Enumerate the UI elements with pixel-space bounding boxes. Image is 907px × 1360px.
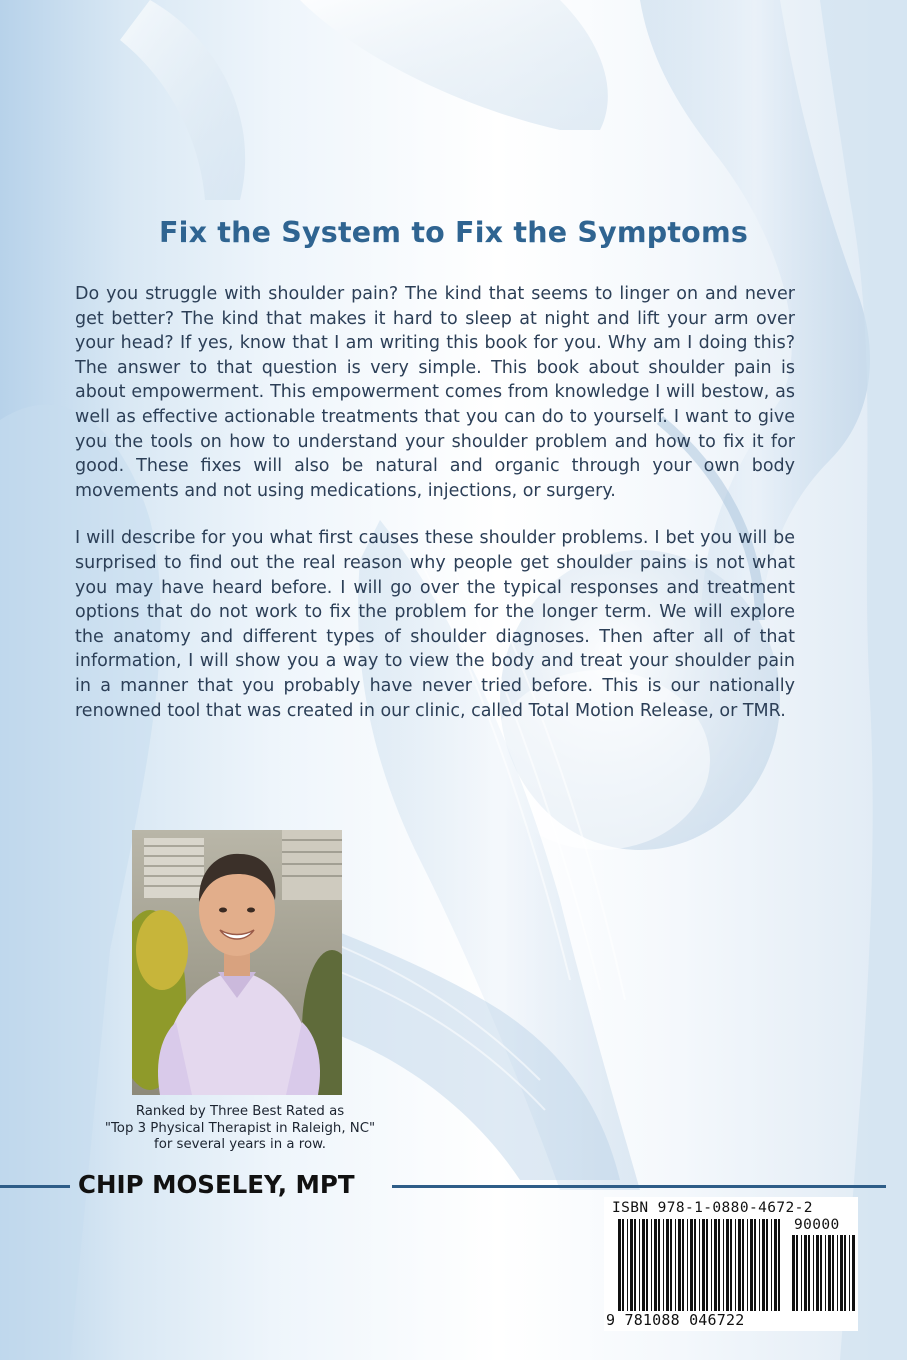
caption-line-1: Ranked by Three Best Rated as bbox=[135, 1104, 345, 1119]
barcode-bar bbox=[723, 1219, 724, 1311]
caption-line-2: "Top 3 Physical Therapist in Raleigh, NC" bbox=[104, 1120, 376, 1136]
barcode-bar bbox=[630, 1219, 633, 1311]
author-rule-right bbox=[392, 1185, 886, 1188]
barcode-bar bbox=[711, 1219, 712, 1311]
barcode-bar bbox=[832, 1235, 834, 1311]
barcode-bar bbox=[678, 1219, 681, 1311]
barcode-bar bbox=[747, 1219, 748, 1311]
blurb-paragraph-2: I will describe for you what first causes these shoulder problems. I bet you will be surprised to find out the real reason why people get shoulder pains is not what you may have heard before. I will go over the typical responses and treatment options that do not work to fix the problem for the longer term. We will explore the anatomy and different types of shoulder diagnoses. Then after all of that information, I will show you a way to view the body and treat your shoulder pain in a manner that you probably have never tried before. This is our nationally renowned tool that was created in our clinic, called Total Motion Release, or TMR. bbox=[75, 528, 795, 721]
barcode-bar bbox=[651, 1219, 652, 1311]
barcode-bar bbox=[618, 1219, 621, 1311]
barcode-bar bbox=[828, 1235, 831, 1311]
barcode-bar bbox=[801, 1235, 802, 1311]
isbn-label: ISBN 978-1-0880-4672-2 bbox=[612, 1200, 813, 1216]
barcode-bar bbox=[849, 1235, 850, 1311]
blurb-paragraph-1: Do you struggle with shoulder pain? The kind that seems to linger on and never get better? The kind that makes it hard to sleep at night and lift your arm over your head? If yes, know that I am writing this book for you. Why am I doing this? The answer to that question is very simple. This book about shoulder pain is about empowerment. This empowerment comes from knowledge I will bestow, as well as effective actionable treatments that you can do to yourself. I want to give you the tools on how to understand your shoulder problem and how to fix it for good. These fixes will also be natural and organic through your own body movements and not using medications, injections, or surgery. bbox=[75, 284, 795, 501]
barcode-bar bbox=[726, 1219, 729, 1311]
barcode-bar bbox=[706, 1219, 708, 1311]
caption-line-3: for several years in a row. bbox=[154, 1137, 326, 1153]
barcode-bar bbox=[622, 1219, 624, 1311]
barcode-bar bbox=[816, 1235, 819, 1311]
barcode-bar bbox=[627, 1219, 628, 1311]
barcode-bar bbox=[702, 1219, 705, 1311]
barcode-bar bbox=[690, 1219, 693, 1311]
author-name: CHIP MOSELEY, MPT bbox=[78, 1170, 355, 1199]
barcode-bar bbox=[682, 1219, 684, 1311]
blurb bbox=[75, 282, 795, 746]
barcode-bar bbox=[742, 1219, 744, 1311]
cover-title: Fix the System to Fix the Symptoms bbox=[158, 216, 749, 249]
barcode-bar bbox=[658, 1219, 660, 1311]
barcode-bar bbox=[694, 1219, 696, 1311]
price-addon-code: 90000 bbox=[794, 1217, 840, 1233]
author-photo bbox=[132, 830, 342, 1095]
barcode-bar bbox=[804, 1235, 807, 1311]
barcode-digits: 9 781088 046722 bbox=[606, 1311, 745, 1329]
barcode-bar bbox=[762, 1219, 765, 1311]
barcode-bar bbox=[642, 1219, 645, 1311]
barcode-bar bbox=[808, 1235, 810, 1311]
barcode-bar bbox=[718, 1219, 720, 1311]
barcode-bar bbox=[774, 1219, 777, 1311]
barcode-bar bbox=[663, 1219, 664, 1311]
barcode-bar bbox=[646, 1219, 648, 1311]
barcode-bar bbox=[771, 1219, 772, 1311]
barcode-bar bbox=[714, 1219, 717, 1311]
barcode-bar bbox=[796, 1235, 798, 1311]
barcode-bar bbox=[639, 1219, 640, 1311]
barcode-bar bbox=[766, 1219, 768, 1311]
barcode-bar bbox=[634, 1219, 636, 1311]
barcode-bar bbox=[675, 1219, 676, 1311]
barcode-bar bbox=[750, 1219, 753, 1311]
barcode-bar bbox=[687, 1219, 688, 1311]
barcode-bar bbox=[852, 1235, 855, 1311]
barcode-bar bbox=[699, 1219, 700, 1311]
barcode-bar bbox=[754, 1219, 756, 1311]
author-rule-left bbox=[0, 1185, 70, 1188]
barcode-bar bbox=[654, 1219, 657, 1311]
author-caption bbox=[90, 1104, 390, 1154]
author-photo-illustration bbox=[132, 830, 342, 1095]
barcode-bar bbox=[738, 1219, 741, 1311]
barcode-bar bbox=[666, 1219, 669, 1311]
barcode-bar bbox=[825, 1235, 826, 1311]
barcode-bar bbox=[778, 1219, 780, 1311]
barcode-bar bbox=[759, 1219, 760, 1311]
barcode-bar bbox=[844, 1235, 846, 1311]
barcode-bar bbox=[820, 1235, 822, 1311]
barcode-bar bbox=[837, 1235, 838, 1311]
barcode-bar bbox=[813, 1235, 814, 1311]
barcode-bar bbox=[735, 1219, 736, 1311]
barcode-bar bbox=[792, 1235, 795, 1311]
barcode-bar bbox=[840, 1235, 843, 1311]
barcode-bar bbox=[670, 1219, 672, 1311]
isbn-barcode bbox=[604, 1197, 858, 1331]
barcode-bar bbox=[730, 1219, 732, 1311]
